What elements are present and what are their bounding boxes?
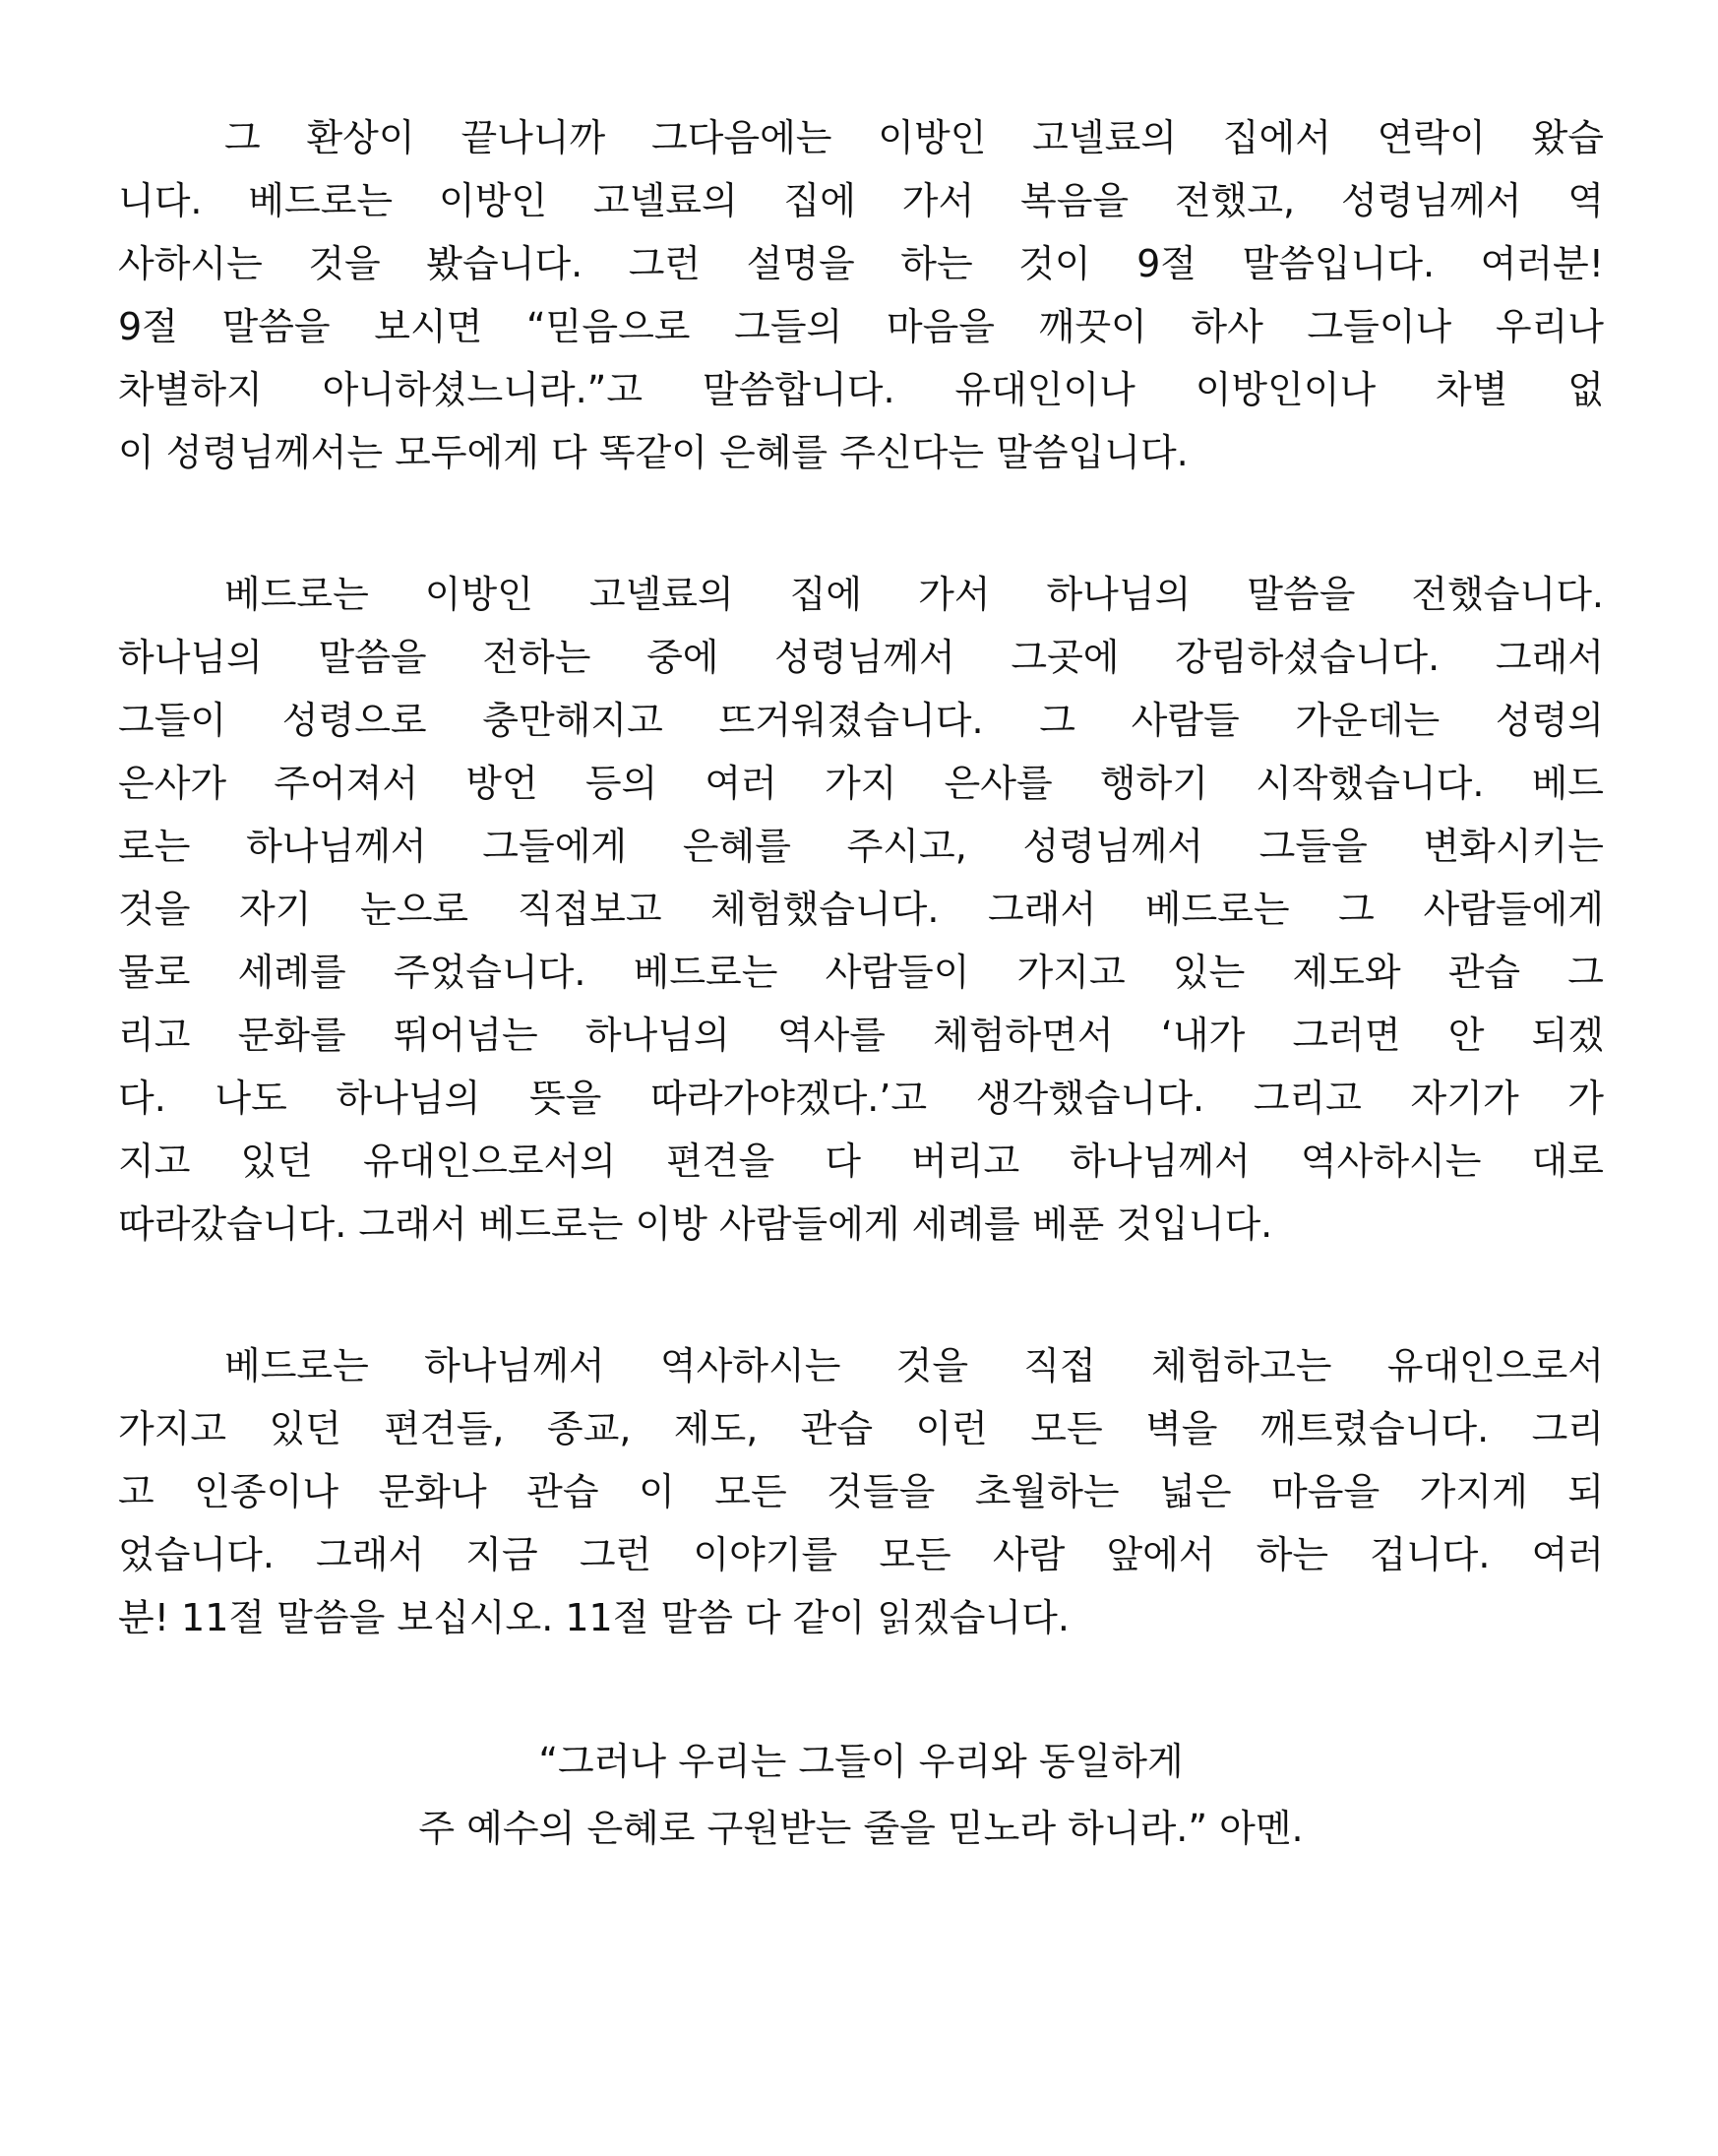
paragraph-line: 그들이 성령으로 충만해지고 뜨거워졌습니다. 그 사람들 가운데는 성령의 xyxy=(118,699,1604,742)
paragraph-line: 9절 말씀을 보시면 “믿음으로 그들의 마음을 깨끗이 하사 그들이나 우리나 xyxy=(118,305,1604,348)
paragraph-line: 다. 나도 하나님의 뜻을 따라가야겠다.’고 생각했습니다. 그리고 자기가 가 xyxy=(118,1077,1604,1120)
quote-line: 주 예수의 은혜로 구원받는 줄을 믿노라 하니라.” 아멘. xyxy=(418,1807,1304,1850)
paragraph-line: 로는 하나님께서 그들에게 은혜를 주시고, 성령님께서 그들을 변화시키는 xyxy=(118,825,1604,868)
paragraph-1 xyxy=(118,106,1604,484)
paragraph-3 xyxy=(118,1334,1604,1649)
paragraph-line: 그 환상이 끝나니까 그다음에는 이방인 고넬료의 집에서 연락이 왔습 xyxy=(224,116,1604,159)
paragraph-line: 분! 11절 말씀을 보십시오. 11절 말씀 다 같이 읽겠습니다. xyxy=(118,1596,1070,1639)
paragraph-line: 차별하지 아니하셨느니라.”고 말씀합니다. 유대인이나 이방인이나 차별 없 xyxy=(118,368,1604,411)
paragraph-line: 베드로는 하나님께서 역사하시는 것을 직접 체험하고는 유대인으로서 xyxy=(224,1344,1604,1387)
paragraph-line: 은사가 주어져서 방언 등의 여러 가지 은사를 행하기 시작했습니다. 베드 xyxy=(118,762,1604,805)
paragraph-line: 베드로는 이방인 고넬료의 집에 가서 하나님의 말씀을 전했습니다. xyxy=(224,573,1604,616)
paragraph-2 xyxy=(118,563,1604,1256)
paragraph-line: 것을 자기 눈으로 직접보고 체험했습니다. 그래서 베드로는 그 사람들에게 xyxy=(118,888,1604,931)
paragraph-line: 지고 있던 유대인으로서의 편견을 다 버리고 하나님께서 역사하시는 대로 xyxy=(118,1140,1604,1183)
document-page xyxy=(118,106,1604,1862)
paragraph-line: 었습니다. 그래서 지금 그런 이야기를 모든 사람 앞에서 하는 겁니다. 여러 xyxy=(118,1533,1604,1576)
paragraph-line: 고 인종이나 문화나 관습 이 모든 것들을 초월하는 넓은 마음을 가지게 되 xyxy=(118,1470,1604,1513)
paragraph-line: 이 성령님께서는 모두에게 다 똑같이 은혜를 주신다는 말씀입니다. xyxy=(118,431,1189,474)
paragraph-line: 니다. 베드로는 이방인 고넬료의 집에 가서 복음을 전했고, 성령님께서 역 xyxy=(118,179,1604,222)
scripture-quote xyxy=(118,1728,1604,1862)
paragraph-line: 물로 세례를 주었습니다. 베드로는 사람들이 가지고 있는 제도와 관습 그 xyxy=(118,951,1604,994)
paragraph-line: 하나님의 말씀을 전하는 중에 성령님께서 그곳에 강림하셨습니다. 그래서 xyxy=(118,636,1604,679)
quote-line: “그러나 우리는 그들이 우리와 동일하게 xyxy=(538,1740,1184,1783)
paragraph-line: 가지고 있던 편견들, 종교, 제도, 관습 이런 모든 벽을 깨트렸습니다. 그리 xyxy=(118,1407,1604,1450)
paragraph-line: 사하시는 것을 봤습니다. 그런 설명을 하는 것이 9절 말씀입니다. 여러분! xyxy=(118,242,1604,285)
paragraph-line: 따라갔습니다. 그래서 베드로는 이방 사람들에게 세례를 베푼 것입니다. xyxy=(118,1202,1273,1246)
paragraph-line: 리고 문화를 뛰어넘는 하나님의 역사를 체험하면서 ‘내가 그러면 안 되겠 xyxy=(118,1014,1604,1057)
